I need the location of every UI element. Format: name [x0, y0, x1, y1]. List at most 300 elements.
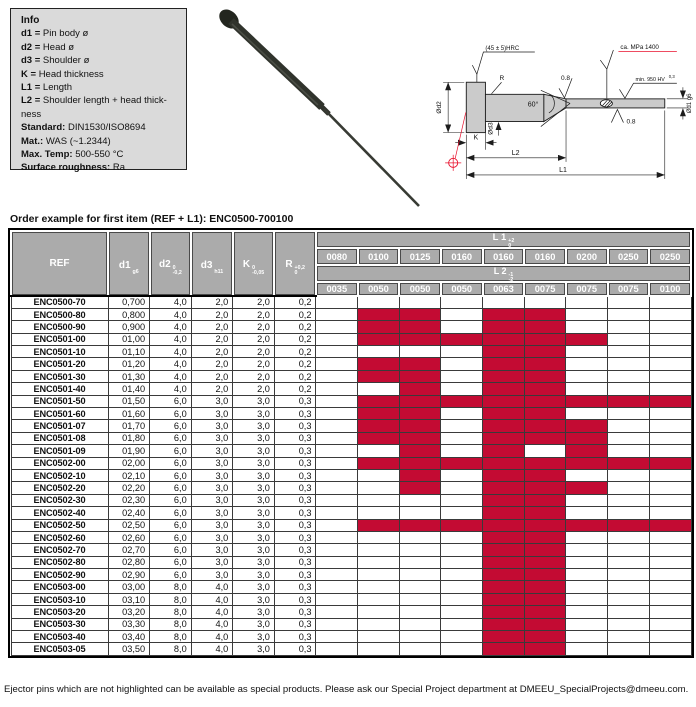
availability-cell: [649, 432, 691, 444]
ref-cell: ENC0501-00: [11, 333, 108, 345]
ref-cell: ENC0502-20: [11, 482, 108, 494]
d1-dimension: [667, 87, 693, 119]
d3-cell: 3,0: [191, 482, 233, 494]
d1-cell: 03,40: [108, 631, 150, 643]
info-term: Standard:: [21, 122, 68, 134]
d3-cell: 3,0: [191, 507, 233, 519]
ref-cell: ENC0501-50: [11, 395, 108, 407]
availability-cell: [608, 556, 650, 568]
d3-cell: 4,0: [191, 631, 233, 643]
d2-cell: 6,0: [150, 482, 192, 494]
d2-cell: 6,0: [150, 457, 192, 469]
availability-cell: [358, 296, 400, 308]
availability-cell-highlighted: [483, 531, 525, 543]
ref-cell: ENC0502-50: [11, 519, 108, 531]
info-line: [21, 81, 178, 94]
info-desc: Length: [42, 82, 72, 94]
availability-cell: [399, 593, 441, 605]
d2-cell: 4,0: [150, 321, 192, 333]
d2-cell: 6,0: [150, 544, 192, 556]
d2-cell: 8,0: [150, 643, 192, 655]
r-cell: 0,3: [274, 569, 316, 581]
section-symbol: [600, 100, 612, 107]
availability-cell: [441, 544, 483, 556]
availability-cell-highlighted: [524, 519, 566, 531]
availability-cell: [608, 507, 650, 519]
availability-cell: [608, 631, 650, 643]
pin-shoulder: [231, 21, 322, 107]
availability-cell: [649, 333, 691, 345]
ref-cell: ENC0501-20: [11, 358, 108, 370]
availability-cell-highlighted: [524, 308, 566, 320]
d2-dimension: [436, 82, 464, 132]
d3-cell: 4,0: [191, 581, 233, 593]
radius-label: R: [499, 75, 505, 83]
availability-cell: [608, 370, 650, 382]
l1-value: 0250: [649, 248, 691, 265]
d1-cell: 02,50: [108, 519, 150, 531]
l2-value: 0075: [524, 282, 566, 296]
ref-cell: ENC0501-40: [11, 383, 108, 395]
availability-cell-highlighted: [483, 445, 525, 457]
d1-cell: 03,50: [108, 643, 150, 655]
availability-cell-highlighted: [566, 519, 608, 531]
availability-cell-highlighted: [524, 618, 566, 630]
availability-cell-highlighted: [608, 519, 650, 531]
d3-cell: 3,0: [191, 531, 233, 543]
availability-cell: [316, 556, 358, 568]
d3-cell: 3,0: [191, 395, 233, 407]
info-term: d3 =: [21, 55, 43, 67]
availability-cell-highlighted: [524, 457, 566, 469]
availability-cell: [441, 643, 483, 655]
table-row: [11, 469, 691, 481]
hardness-label: (45 ± 5)HRC: [485, 46, 520, 52]
d1-cell: 03,10: [108, 593, 150, 605]
availability-cell: [566, 383, 608, 395]
availability-cell: [524, 445, 566, 457]
k-cell: 3,0: [233, 507, 275, 519]
k-cell: 3,0: [233, 395, 275, 407]
availability-cell: [483, 296, 525, 308]
table-row: [11, 606, 691, 618]
availability-cell: [316, 494, 358, 506]
d1-cell: 0,900: [108, 321, 150, 333]
r-cell: 0,3: [274, 556, 316, 568]
availability-cell: [608, 408, 650, 420]
d3-cell: 3,0: [191, 544, 233, 556]
availability-cell-highlighted: [441, 457, 483, 469]
d3-cell: 4,0: [191, 618, 233, 630]
availability-cell-highlighted: [524, 333, 566, 345]
availability-cell: [399, 544, 441, 556]
d2-cell: 4,0: [150, 370, 192, 382]
info-desc: Pin body ø: [42, 28, 89, 40]
ref-cell: ENC0502-10: [11, 469, 108, 481]
availability-cell: [608, 569, 650, 581]
availability-cell-highlighted: [483, 308, 525, 320]
availability-cell: [649, 618, 691, 630]
ejector-pin-photo: [198, 4, 430, 210]
availability-cell: [358, 581, 400, 593]
info-desc: Head ø: [42, 41, 75, 53]
k-cell: 3,0: [233, 408, 275, 420]
d3-cell: 3,0: [191, 408, 233, 420]
availability-cell-highlighted: [524, 569, 566, 581]
l1-label: L1: [559, 166, 567, 174]
availability-cell: [441, 308, 483, 320]
d3-cell: 2,0: [191, 346, 233, 358]
availability-cell: [358, 531, 400, 543]
d1-cell: 01,30: [108, 370, 150, 382]
availability-cell: [608, 333, 650, 345]
k-cell: 3,0: [233, 531, 275, 543]
d3-cell: 3,0: [191, 556, 233, 568]
availability-cell: [358, 618, 400, 630]
availability-cell-highlighted: [524, 606, 566, 618]
d3-cell: 3,0: [191, 432, 233, 444]
d2-cell: 6,0: [150, 445, 192, 457]
availability-cell: [441, 321, 483, 333]
ref-cell: ENC0500-80: [11, 308, 108, 320]
d1-cell: 01,20: [108, 358, 150, 370]
d3-cell: 2,0: [191, 308, 233, 320]
r-cell: 0,3: [274, 482, 316, 494]
d1-cell: 01,70: [108, 420, 150, 432]
availability-cell-highlighted: [358, 321, 400, 333]
availability-cell: [441, 420, 483, 432]
r-cell: 0,2: [274, 358, 316, 370]
ref-cell: ENC0502-00: [11, 457, 108, 469]
d1-label: Ød1 g6: [686, 93, 693, 114]
availability-cell: [316, 432, 358, 444]
availability-cell: [566, 643, 608, 655]
d2-cell: 6,0: [150, 494, 192, 506]
table-row: [11, 643, 691, 655]
availability-cell: [316, 544, 358, 556]
availability-cell: [649, 544, 691, 556]
availability-cell-highlighted: [524, 531, 566, 543]
availability-cell: [566, 308, 608, 320]
info-line: [21, 68, 178, 81]
drawing-taper: [544, 94, 566, 121]
availability-cell: [566, 544, 608, 556]
availability-cell: [399, 581, 441, 593]
k-cell: 3,0: [233, 556, 275, 568]
d1-cell: 03,20: [108, 606, 150, 618]
d3-cell: 3,0: [191, 457, 233, 469]
availability-cell: [358, 606, 400, 618]
availability-cell: [649, 469, 691, 481]
table-row: [11, 482, 691, 494]
availability-cell: [566, 494, 608, 506]
availability-cell: [608, 469, 650, 481]
d2-label: Ød2: [436, 101, 444, 114]
availability-cell-highlighted: [524, 408, 566, 420]
availability-cell: [608, 358, 650, 370]
ref-cell: ENC0502-70: [11, 544, 108, 556]
availability-cell-highlighted: [358, 358, 400, 370]
d1-cell: 01,00: [108, 333, 150, 345]
surface-hardness-sup: 0,3: [668, 74, 675, 80]
r-cell: 0,3: [274, 408, 316, 420]
d3-cell: 4,0: [191, 643, 233, 655]
availability-cell-highlighted: [358, 308, 400, 320]
availability-cell-highlighted: [566, 482, 608, 494]
k-label: K: [473, 134, 479, 142]
d2-cell: 6,0: [150, 519, 192, 531]
d2-cell: 6,0: [150, 569, 192, 581]
availability-cell-highlighted: [483, 507, 525, 519]
info-line: [21, 27, 178, 40]
ref-cell: ENC0502-30: [11, 494, 108, 506]
k-cell: 3,0: [233, 581, 275, 593]
d1-cell: 0,700: [108, 296, 150, 308]
l2-value: 0063: [483, 282, 525, 296]
info-line: [21, 135, 178, 148]
availability-cell: [441, 296, 483, 308]
d3-cell: 3,0: [191, 519, 233, 531]
roughness-symbol-2: [611, 109, 636, 125]
d2-cell: 6,0: [150, 432, 192, 444]
availability-cell-highlighted: [483, 420, 525, 432]
d1-cell: 01,50: [108, 395, 150, 407]
d1-cell: 02,10: [108, 469, 150, 481]
availability-cell: [316, 569, 358, 581]
availability-cell: [441, 408, 483, 420]
availability-cell-highlighted: [608, 457, 650, 469]
availability-cell: [566, 531, 608, 543]
availability-cell-highlighted: [524, 469, 566, 481]
info-desc: Ra: [112, 162, 126, 174]
availability-cell: [566, 358, 608, 370]
availability-cell-highlighted: [524, 494, 566, 506]
r-cell: 0,3: [274, 631, 316, 643]
availability-cell: [316, 507, 358, 519]
footer-note: Ejector pins which are not highlighted can be available as special products. Please ask our Special Project department at DMEEU_SpecialProjects@dmeeu.com.: [4, 684, 689, 695]
availability-cell-highlighted: [524, 593, 566, 605]
technical-drawing: [428, 28, 696, 206]
availability-cell: [608, 581, 650, 593]
availability-cell: [649, 631, 691, 643]
availability-cell: [316, 408, 358, 420]
availability-cell: [566, 296, 608, 308]
availability-cell: [316, 383, 358, 395]
l1-value: 0160: [483, 248, 525, 265]
table-row: [11, 420, 691, 432]
availability-cell: [649, 445, 691, 457]
d2-cell: 6,0: [150, 395, 192, 407]
tensile-label: ca. MPa 1400: [620, 43, 659, 51]
availability-cell-highlighted: [441, 395, 483, 407]
availability-cell-highlighted: [483, 544, 525, 556]
col-header-k: K 0 -0,05: [233, 231, 275, 296]
availability-cell: [358, 494, 400, 506]
d2-cell: 4,0: [150, 383, 192, 395]
availability-cell: [649, 321, 691, 333]
availability-cell-highlighted: [524, 507, 566, 519]
availability-cell-highlighted: [399, 420, 441, 432]
availability-cell: [358, 631, 400, 643]
k-cell: 3,0: [233, 469, 275, 481]
availability-cell: [566, 408, 608, 420]
d3-cell: 3,0: [191, 420, 233, 432]
availability-cell-highlighted: [566, 333, 608, 345]
info-term: d2 =: [21, 41, 43, 53]
r-cell: 0,3: [274, 494, 316, 506]
r-cell: 0,3: [274, 445, 316, 457]
ref-cell: ENC0502-90: [11, 569, 108, 581]
availability-cell: [608, 593, 650, 605]
k-cell: 2,0: [233, 333, 275, 345]
ref-cell: ENC0500-90: [11, 321, 108, 333]
info-desc: 500-550 °C: [75, 149, 124, 161]
availability-cell: [399, 531, 441, 543]
table-row: [11, 631, 691, 643]
roughness1-label: 0.8: [560, 75, 571, 83]
availability-cell-highlighted: [566, 395, 608, 407]
d3-cell: 2,0: [191, 321, 233, 333]
product-table: [10, 230, 692, 656]
availability-cell: [399, 569, 441, 581]
availability-cell: [441, 531, 483, 543]
k-cell: 3,0: [233, 445, 275, 457]
k-cell: 2,0: [233, 321, 275, 333]
availability-cell-highlighted: [483, 395, 525, 407]
availability-cell: [649, 531, 691, 543]
availability-cell-highlighted: [399, 383, 441, 395]
availability-cell-highlighted: [399, 432, 441, 444]
availability-cell-highlighted: [399, 408, 441, 420]
k-cell: 2,0: [233, 358, 275, 370]
roughness-symbol-1: [559, 75, 572, 98]
l2-label: L2: [511, 149, 520, 157]
availability-cell-highlighted: [358, 420, 400, 432]
availability-cell: [399, 556, 441, 568]
col-header-r: R +0,2 0: [274, 231, 316, 296]
d3-cell: 2,0: [191, 383, 233, 395]
availability-cell-highlighted: [483, 370, 525, 382]
availability-cell: [441, 593, 483, 605]
availability-cell: [441, 358, 483, 370]
ref-cell: ENC0501-60: [11, 408, 108, 420]
availability-cell: [358, 383, 400, 395]
table-row: [11, 556, 691, 568]
k-cell: 2,0: [233, 383, 275, 395]
availability-cell: [316, 333, 358, 345]
order-example-code: ENC0500-700100: [209, 213, 294, 225]
availability-cell-highlighted: [483, 482, 525, 494]
ref-cell: ENC0503-40: [11, 631, 108, 643]
availability-cell: [316, 606, 358, 618]
availability-cell: [399, 631, 441, 643]
d1-cell: 02,00: [108, 457, 150, 469]
availability-cell: [441, 569, 483, 581]
availability-cell: [358, 556, 400, 568]
availability-cell-highlighted: [358, 519, 400, 531]
availability-cell-highlighted: [608, 395, 650, 407]
ref-cell: ENC0501-07: [11, 420, 108, 432]
d3-cell: 2,0: [191, 296, 233, 308]
k-cell: 2,0: [233, 370, 275, 382]
availability-cell-highlighted: [566, 445, 608, 457]
availability-cell: [441, 556, 483, 568]
availability-cell-highlighted: [524, 482, 566, 494]
d2-cell: 8,0: [150, 593, 192, 605]
availability-cell: [441, 469, 483, 481]
availability-cell-highlighted: [524, 556, 566, 568]
availability-cell: [608, 321, 650, 333]
info-desc: Shoulder length + head thick-ness: [21, 95, 167, 120]
l2-value: 0050: [441, 282, 483, 296]
availability-cell: [649, 593, 691, 605]
availability-cell: [316, 457, 358, 469]
l2-value: 0050: [358, 282, 400, 296]
availability-cell: [608, 482, 650, 494]
table-row: [11, 395, 691, 407]
availability-cell: [441, 370, 483, 382]
availability-cell: [649, 308, 691, 320]
table-row: [11, 333, 691, 345]
availability-cell-highlighted: [649, 395, 691, 407]
availability-cell-highlighted: [524, 432, 566, 444]
availability-cell-highlighted: [566, 432, 608, 444]
availability-cell: [358, 346, 400, 358]
availability-cell: [316, 346, 358, 358]
d1-cell: 02,60: [108, 531, 150, 543]
availability-cell: [316, 469, 358, 481]
availability-cell: [566, 370, 608, 382]
d1-cell: 03,30: [108, 618, 150, 630]
availability-cell: [649, 420, 691, 432]
r-cell: 0,3: [274, 643, 316, 655]
l1-value: 0200: [566, 248, 608, 265]
availability-cell-highlighted: [358, 370, 400, 382]
availability-cell: [441, 494, 483, 506]
availability-cell: [358, 445, 400, 457]
d2-cell: 8,0: [150, 618, 192, 630]
table-row: [11, 445, 691, 457]
d1-cell: 01,80: [108, 432, 150, 444]
availability-cell-highlighted: [483, 408, 525, 420]
availability-cell-highlighted: [649, 457, 691, 469]
availability-cell: [316, 308, 358, 320]
availability-cell: [399, 296, 441, 308]
info-line: [21, 148, 178, 161]
k-cell: 3,0: [233, 457, 275, 469]
r-cell: 0,3: [274, 606, 316, 618]
availability-cell-highlighted: [399, 321, 441, 333]
l2-value: 0075: [566, 282, 608, 296]
availability-cell: [316, 358, 358, 370]
info-line: [21, 94, 178, 121]
d3-cell: 4,0: [191, 593, 233, 605]
availability-cell: [649, 346, 691, 358]
availability-cell: [399, 507, 441, 519]
d2-cell: 6,0: [150, 531, 192, 543]
availability-cell-highlighted: [483, 383, 525, 395]
availability-cell: [399, 346, 441, 358]
availability-cell-highlighted: [483, 581, 525, 593]
availability-cell: [649, 556, 691, 568]
availability-cell: [566, 321, 608, 333]
availability-cell-highlighted: [358, 395, 400, 407]
availability-cell-highlighted: [566, 420, 608, 432]
availability-cell-highlighted: [483, 469, 525, 481]
table-row: [11, 358, 691, 370]
table-row: [11, 408, 691, 420]
availability-cell-highlighted: [441, 333, 483, 345]
